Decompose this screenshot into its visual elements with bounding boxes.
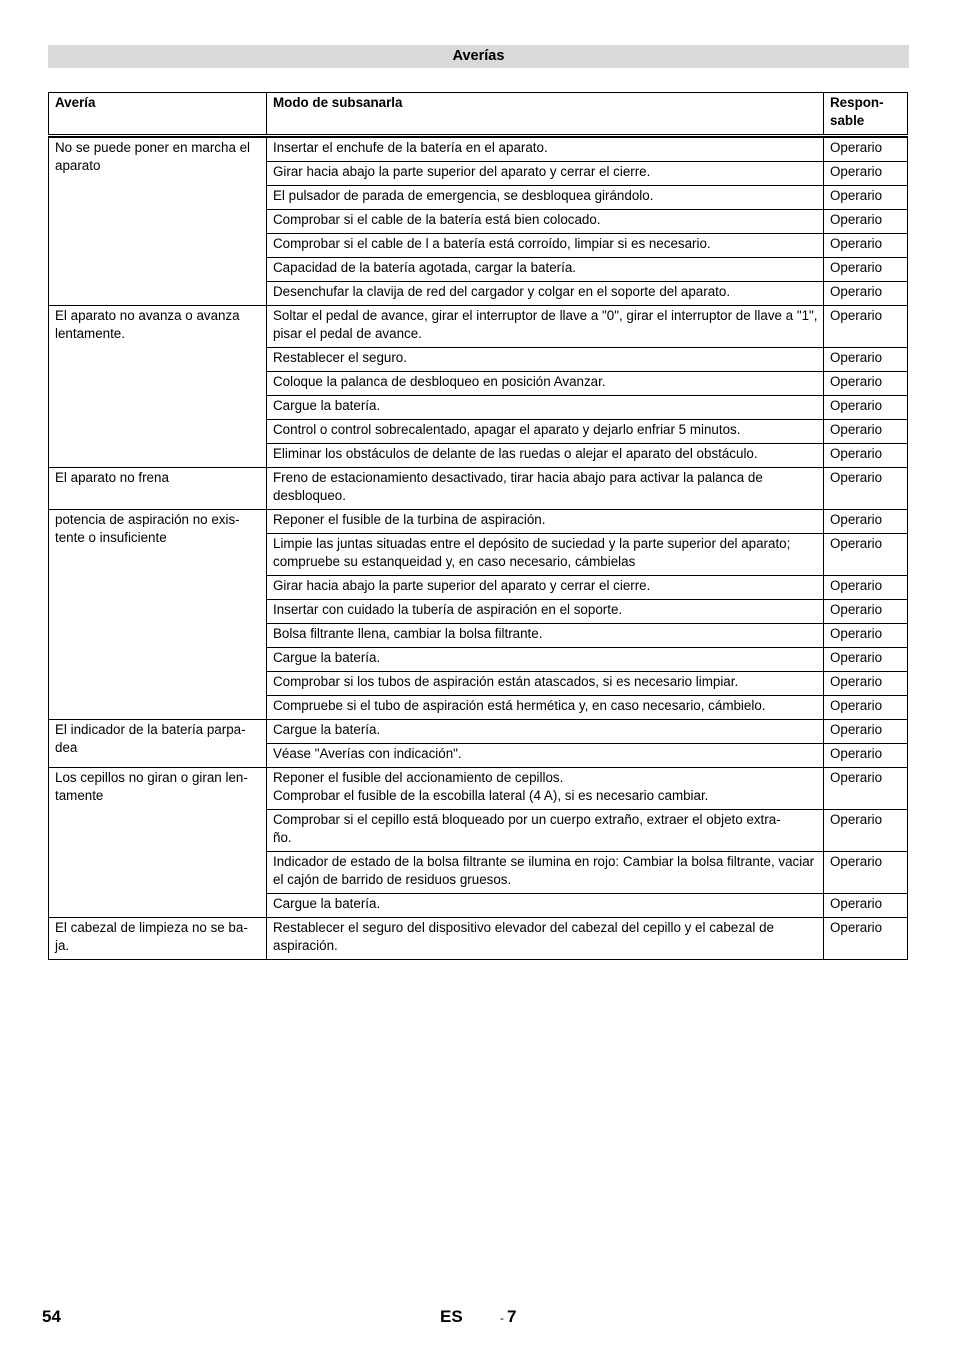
- remedy-cell: Control o control sobrecalentado, apagar el aparato y dejarlo enfriar 5 minutos.: [267, 420, 824, 444]
- remedy-cell: Insertar el enchufe de la batería en el aparato.: [267, 138, 824, 162]
- responsible-cell: Operario: [824, 600, 908, 624]
- remedy-cell: Capacidad de la batería agotada, cargar la batería.: [267, 258, 824, 282]
- table-row: [49, 918, 908, 960]
- remedy-cell: Insertar con cuidado la tubería de aspiración en el soporte.: [267, 600, 824, 624]
- responsible-cell: Operario: [824, 810, 908, 852]
- responsible-cell: Operario: [824, 396, 908, 420]
- remedy-cell: Cargue la batería.: [267, 648, 824, 672]
- table-row: [49, 768, 908, 810]
- remedy-cell: Reponer el fusible de la turbina de aspiración.: [267, 510, 824, 534]
- responsible-cell: Operario: [824, 234, 908, 258]
- responsible-cell: Operario: [824, 162, 908, 186]
- table-header-row: [49, 93, 908, 136]
- remedy-cell: Desenchufar la clavija de red del cargador y colgar en el soporte del aparato.: [267, 282, 824, 306]
- remedy-cell: Girar hacia abajo la parte superior del aparato y cerrar el cierre.: [267, 576, 824, 600]
- table-row: [49, 306, 908, 348]
- remedy-cell: Coloque la palanca de desbloqueo en posición Avanzar.: [267, 372, 824, 396]
- sub-page-dash: -: [500, 1311, 504, 1325]
- responsible-cell: Operario: [824, 720, 908, 744]
- remedy-cell: Cargue la batería.: [267, 720, 824, 744]
- responsible-cell: Operario: [824, 534, 908, 576]
- responsible-cell: Operario: [824, 852, 908, 894]
- responsible-cell: Operario: [824, 918, 908, 960]
- remedy-cell: Girar hacia abajo la parte superior del aparato y cerrar el cierre.: [267, 162, 824, 186]
- remedy-cell: Restablecer el seguro.: [267, 348, 824, 372]
- responsible-cell: Operario: [824, 210, 908, 234]
- fault-cell: El cabezal de limpieza no se ba- ja.: [49, 918, 267, 960]
- remedy-cell: Cargue la batería.: [267, 894, 824, 918]
- remedy-cell: Freno de estacionamiento desactivado, tirar hacia abajo para activar la palanca de desbloqueo.: [267, 468, 824, 510]
- sub-page-number: [500, 1307, 516, 1328]
- responsible-cell: Operario: [824, 648, 908, 672]
- remedy-cell: Bolsa filtrante llena, cambiar la bolsa filtrante.: [267, 624, 824, 648]
- responsible-cell: Operario: [824, 444, 908, 468]
- remedy-cell: Indicador de estado de la bolsa filtrante se ilumina en rojo: Cambiar la bolsa filtrante, vaciar el cajón de barrido de residuos gruesos.: [267, 852, 824, 894]
- responsible-cell: Operario: [824, 894, 908, 918]
- remedy-cell: Eliminar los obstáculos de delante de las ruedas o alejar el aparato del obstáculo.: [267, 444, 824, 468]
- table-row: [49, 468, 908, 510]
- remedy-cell: Compruebe si el tubo de aspiración está hermética y, en caso necesario, cámbielo.: [267, 696, 824, 720]
- remedy-cell: Reponer el fusible del accionamiento de cepillos. Comprobar el fusible de la escobilla lateral (4 A), si es necesario cambiar.: [267, 768, 824, 810]
- responsible-cell: Operario: [824, 696, 908, 720]
- responsible-cell: Operario: [824, 468, 908, 510]
- section-title: Averías: [48, 45, 909, 68]
- sub-page-value: 7: [507, 1307, 517, 1326]
- header-responsible: Respon- sable: [824, 93, 908, 136]
- responsible-cell: Operario: [824, 420, 908, 444]
- responsible-cell: Operario: [824, 186, 908, 210]
- responsible-cell: Operario: [824, 372, 908, 396]
- table-row: [49, 720, 908, 744]
- responsible-cell: Operario: [824, 744, 908, 768]
- responsible-cell: Operario: [824, 672, 908, 696]
- responsible-cell: Operario: [824, 576, 908, 600]
- responsible-cell: Operario: [824, 306, 908, 348]
- remedy-cell: Comprobar si los tubos de aspiración están atascados, si es necesario limpiar.: [267, 672, 824, 696]
- responsible-cell: Operario: [824, 510, 908, 534]
- fault-cell: El aparato no avanza o avanza lentamente.: [49, 306, 267, 468]
- remedy-cell: Comprobar si el cable de l a batería está corroído, limpiar si es necesario.: [267, 234, 824, 258]
- responsible-cell: Operario: [824, 258, 908, 282]
- header-remedy: Modo de subsanarla: [267, 93, 824, 136]
- responsible-cell: Operario: [824, 624, 908, 648]
- language-code: ES: [440, 1307, 463, 1326]
- remedy-cell: Soltar el pedal de avance, girar el interruptor de llave a "0", girar el interruptor de llave a "1", pisar el pedal de avance.: [267, 306, 824, 348]
- remedy-cell: Limpie las juntas situadas entre el depósito de suciedad y la parte superior del aparato; compruebe su estanqueidad y, en caso necesario, cámbielas: [267, 534, 824, 576]
- header-fault: Avería: [49, 93, 267, 136]
- responsible-cell: Operario: [824, 348, 908, 372]
- page-number: 54: [42, 1307, 61, 1326]
- responsible-cell: Operario: [824, 282, 908, 306]
- fault-cell: No se puede poner en marcha el aparato: [49, 138, 267, 306]
- remedy-cell: Restablecer el seguro del dispositivo elevador del cabezal del cepillo y el cabezal de aspiración.: [267, 918, 824, 960]
- remedy-cell: El pulsador de parada de emergencia, se desbloquea girándolo.: [267, 186, 824, 210]
- remedy-cell: Cargue la batería.: [267, 396, 824, 420]
- fault-table-body: [49, 138, 908, 960]
- fault-cell: El aparato no frena: [49, 468, 267, 510]
- fault-cell: potencia de aspiración no exis- tente o insuficiente: [49, 510, 267, 720]
- fault-table: [48, 92, 908, 960]
- responsible-cell: Operario: [824, 768, 908, 810]
- table-row: [49, 138, 908, 162]
- responsible-cell: Operario: [824, 138, 908, 162]
- remedy-cell: Véase "Averías con indicación".: [267, 744, 824, 768]
- fault-cell: Los cepillos no giran o giran len- tamente: [49, 768, 267, 918]
- fault-cell: El indicador de la batería parpa- dea: [49, 720, 267, 768]
- table-row: [49, 510, 908, 534]
- remedy-cell: Comprobar si el cable de la batería está bien colocado.: [267, 210, 824, 234]
- remedy-cell: Comprobar si el cepillo está bloqueado por un cuerpo extraño, extraer el objeto extra- ño.: [267, 810, 824, 852]
